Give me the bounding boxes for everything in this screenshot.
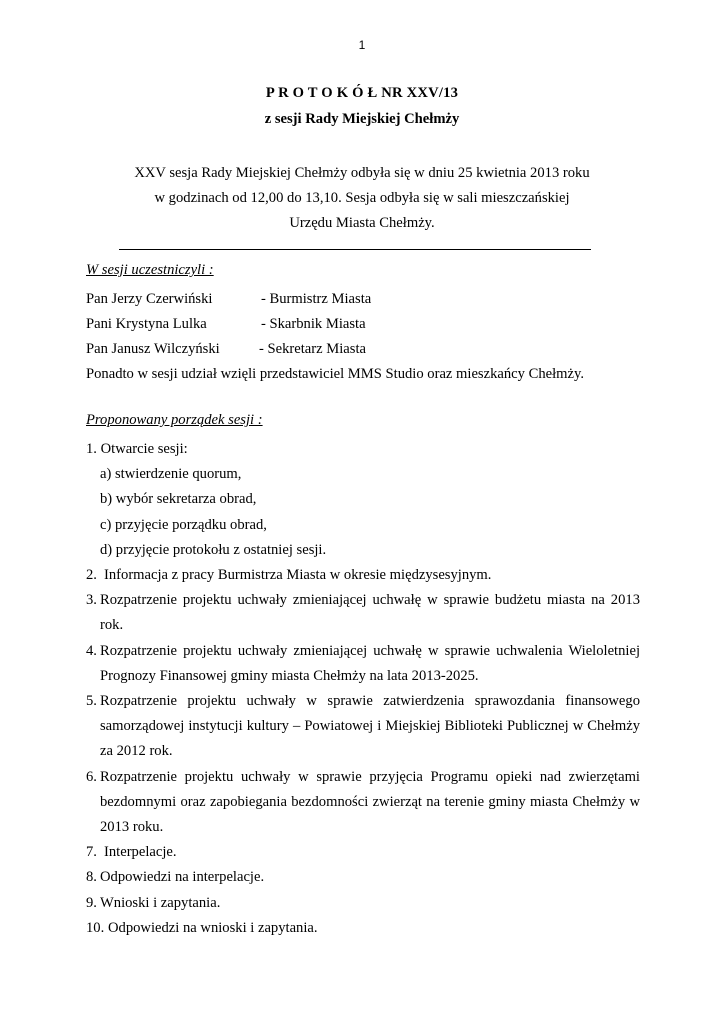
participant-row: [86, 337, 646, 362]
agenda-subitem: a) stwierdzenie quorum,: [100, 466, 242, 483]
agenda-item: [86, 840, 640, 865]
agenda-subitem: c) przyjęcie porządku obrad,: [100, 516, 267, 533]
agenda-item-text: Interpelacje.: [104, 844, 177, 861]
agenda-item-number: 10.: [86, 919, 105, 936]
participant-role: - Sekretarz Miasta: [259, 341, 366, 357]
agenda-item: [86, 891, 640, 916]
agenda-item-text: Wnioski i zapytania.: [100, 894, 221, 911]
agenda-item: [86, 765, 640, 841]
agenda-heading: Proponowany porządek sesji :: [86, 412, 263, 428]
agenda-item-text: Informacja z pracy Burmistrza Miasta w okresie międzysesyjnym.: [104, 567, 492, 584]
agenda-item: [86, 563, 640, 588]
agenda-item-number: 6.: [86, 768, 97, 785]
agenda-item-text: Odpowiedzi na interpelacje.: [100, 869, 265, 886]
agenda-item-number: 2.: [86, 567, 97, 584]
agenda-item-text: Odpowiedzi na wnioski i zapytania.: [108, 919, 318, 936]
intro-paragraph: [0, 161, 724, 236]
participants-list: [86, 287, 646, 387]
participant-name: Pan Janusz Wilczyński: [86, 341, 220, 357]
agenda-subitem: b) wybór sekretarza obrad,: [100, 491, 257, 508]
agenda-item-number: 5.: [86, 693, 97, 710]
agenda-subitem: d) przyjęcie protokołu z ostatniej sesji.: [100, 541, 327, 558]
participant-row: [86, 287, 646, 312]
agenda-item: [86, 689, 640, 765]
agenda-item-number: 8.: [86, 869, 97, 886]
agenda-item: 1. Otwarcie sesji:: [86, 441, 188, 457]
participants-note: Ponadto w sesji udział wzięli przedstawiciel MMS Studio oraz mieszkańcy Chełmży.: [86, 366, 584, 382]
agenda-item-text: Rozpatrzenie projektu uchwały w sprawie zatwierdzenia sprawozdania finansowego samorządowej instytucji kultury – Powiatowej i Miejskiej Biblioteki Publicznej w Chełmży za 2012 rok.: [100, 693, 640, 760]
document-subtitle: z sesji Rady Miejskiej Chełmży: [264, 111, 460, 127]
agenda-item: [86, 865, 640, 890]
divider-rule: [119, 249, 591, 250]
agenda-item-text: Rozpatrzenie projektu uchwały w sprawie przyjęcia Programu opieki nad zwierzętami bezdomnymi oraz zapobiegania bezdomności zwierząt na terenie gminy miasta Chełmży w 2013 roku.: [100, 768, 640, 836]
participant-role: - Burmistrz Miasta: [261, 291, 372, 307]
intro-line: w godzinach od 12,00 do 13,10. Sesja odbyła się w sali mieszczańskiej: [154, 190, 570, 206]
intro-line: XXV sesja Rady Miejskiej Chełmży odbyła się w dniu 25 kwietnia 2013 roku: [134, 165, 590, 181]
agenda-item: [86, 639, 640, 689]
intro-line: Urzędu Miasta Chełmży.: [289, 215, 435, 231]
agenda-item: [86, 916, 640, 941]
participant-name: Pani Krystyna Lulka: [86, 316, 207, 332]
participant-name: Pan Jerzy Czerwiński: [86, 291, 213, 307]
page-number: 1: [358, 38, 366, 52]
agenda-item-text: Rozpatrzenie projektu uchwały zmieniającej uchwałę w sprawie uchwalenia Wieloletniej Prognozy Finansowej gminy miasta Chełmży na lata 2013-2025.: [100, 642, 640, 684]
document-title: P R O T O K Ó Ł NR XXV/13: [265, 85, 459, 101]
agenda-item-number: 9.: [86, 894, 97, 911]
participant-role: - Skarbnik Miasta: [261, 316, 366, 332]
agenda-item: [86, 588, 640, 638]
participant-row: [86, 312, 646, 337]
agenda-list: [86, 437, 640, 941]
participants-heading: W sesji uczestniczyli :: [86, 262, 214, 278]
agenda-item-number: 7.: [86, 844, 97, 861]
agenda-item-number: 3.: [86, 592, 97, 609]
agenda-item-text: Rozpatrzenie projektu uchwały zmieniającej uchwałę w sprawie budżetu miasta na 2013 rok.: [100, 592, 640, 634]
agenda-item-number: 4.: [86, 642, 97, 659]
